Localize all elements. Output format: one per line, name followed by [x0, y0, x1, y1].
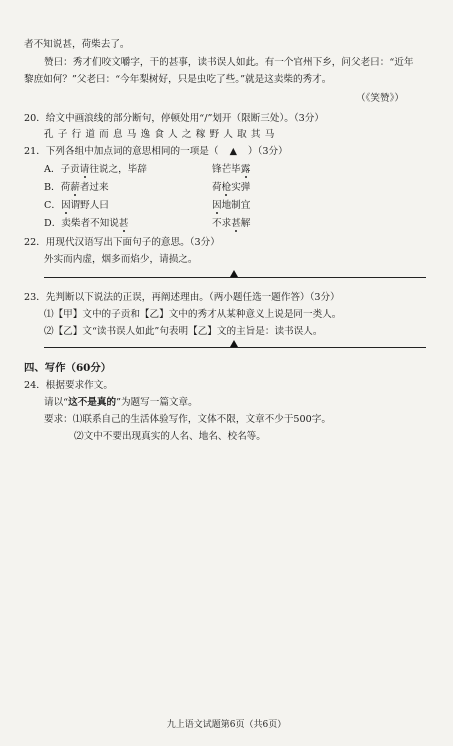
q21-stem-post: ）（3分） — [248, 146, 288, 157]
q22-answer-line[interactable] — [44, 277, 426, 278]
q21-option-c-left: C．因谓野人曰 — [44, 200, 109, 211]
q24-stem: 24．根据要求作文。 — [24, 380, 113, 391]
q21-option-b-right: 荷枪实弹 — [212, 182, 251, 193]
q21-stem-pre: 21．下列各组中加点词的意思相同的一项是（ — [24, 146, 219, 157]
q21-option-a-left: A．子贡请往说之，毕辞 — [44, 164, 147, 175]
passage-line-3: 黎庶如何？”父老曰：“今年梨树好，只是虫吃了些。”就是这卖柴的秀才。 — [24, 74, 332, 85]
q20-stem: 20．给文中画浪线的部分断句，停顿处用“/”划开（限断三处）。（3分） — [24, 113, 324, 124]
essay-requirement-2: ⑵文中不要出现真实的人名、地名、校名等。 — [74, 431, 266, 442]
passage-line-1: 者不知说甚，荷柴去了。 — [24, 39, 130, 50]
q23-item-2: ⑵【乙】文“读书误人如此”句表明【乙】文的主旨是：读书误人。 — [44, 326, 323, 337]
passage-source: （《笑赞》） — [356, 93, 404, 104]
q21-option-a-right: 锋芒毕露 — [212, 164, 251, 175]
q22-answer-marker — [230, 270, 238, 277]
passage-line-2: 赞曰：秀才们咬文嚼字，干的甚事，读书误人如此。有一个官州下乡，问父老曰：“近年 — [44, 57, 414, 68]
q21-stem — [24, 145, 288, 158]
q23-stem: 23．先判断以下说法的正误，再阐述理由。（两小题任选一题作答）（3分） — [24, 292, 340, 303]
q21-answer-blank: ▲ — [229, 146, 237, 157]
q21-option-d-left: D．卖柴者不知说甚 — [44, 218, 129, 229]
q23-answer-marker — [230, 340, 238, 347]
q22-stem: 22．用现代汉语写出下面句子的意思。（3分） — [24, 237, 220, 248]
essay-prompt: 请以“这不是真的”为题写一篇文章。 — [44, 397, 198, 408]
q21-option-d-right: 不求甚解 — [212, 218, 251, 229]
q23-answer-line[interactable] — [44, 347, 426, 348]
q22-sentence: 外实而内虚，烟多而焰少，请损之。 — [44, 254, 198, 265]
q21-option-c-right: 因地制宜 — [212, 200, 251, 211]
q20-sentence: 孔子行道而息马逸食人之稼野人取其马 — [44, 129, 279, 140]
section-4-title: 四、写作（60分） — [24, 362, 112, 374]
essay-requirement-1: 要求：⑴联系自己的生活体验写作，文体不限，文章不少于500字。 — [44, 414, 331, 425]
q21-option-b-left: B．荷薪者过来 — [44, 182, 109, 193]
q23-item-1: ⑴【甲】文中的子贡和【乙】文中的秀才从某种意义上说是同一类人。 — [44, 309, 342, 320]
essay-topic: 这不是真的 — [68, 397, 117, 408]
page-footer: 九上语文试题第6页（共6页） — [166, 720, 287, 730]
